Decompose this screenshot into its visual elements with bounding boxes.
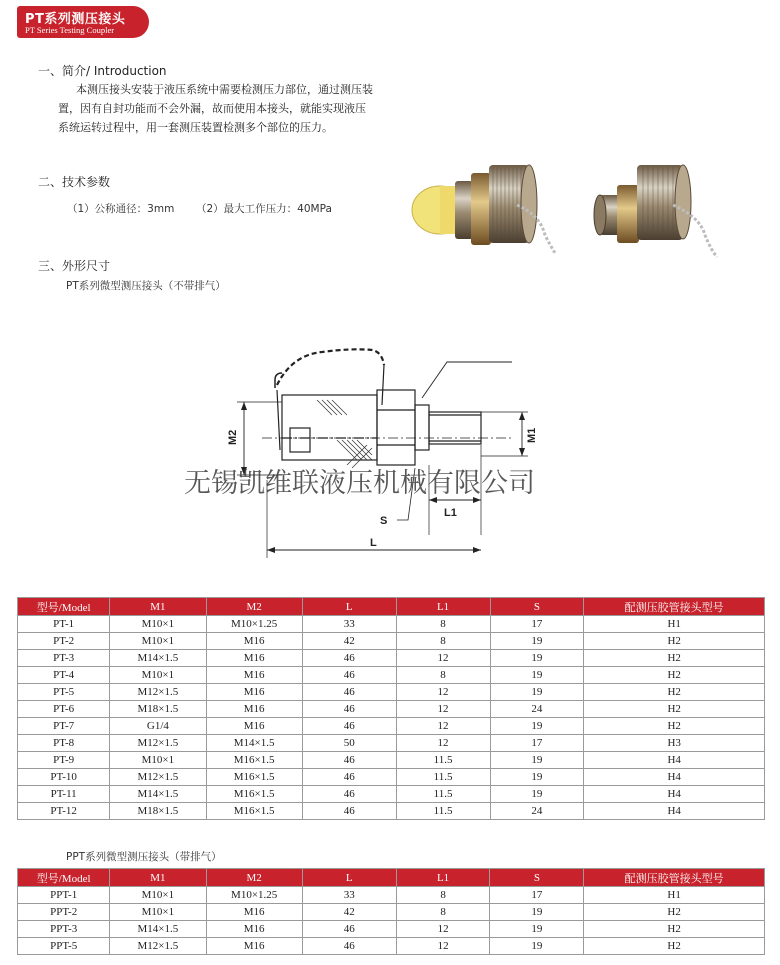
dim-label-s: S — [380, 515, 388, 527]
table-row — [18, 921, 765, 938]
ppt-table-body — [18, 887, 765, 955]
table-cell: 19 — [490, 667, 584, 684]
table-cell: M10×1.25 — [206, 616, 302, 633]
table-cell: PPT-5 — [18, 938, 110, 955]
table-cell: 19 — [490, 633, 584, 650]
column-header: M2 — [206, 869, 302, 887]
table-cell: M14×1.5 — [110, 786, 206, 803]
table-cell: 8 — [396, 616, 490, 633]
table-cell: M12×1.5 — [110, 735, 206, 752]
table-cell: H4 — [584, 786, 765, 803]
table-cell: H2 — [584, 921, 765, 938]
table-cell: 46 — [302, 803, 396, 820]
table-row — [18, 718, 765, 735]
column-header: L — [302, 869, 396, 887]
table-cell: 19 — [490, 904, 584, 921]
table-cell: 46 — [302, 752, 396, 769]
table-cell: 19 — [490, 650, 584, 667]
table-cell: 12 — [396, 701, 490, 718]
table-cell: M16 — [206, 921, 302, 938]
ppt-table-header — [18, 869, 765, 887]
table-cell: 8 — [396, 667, 490, 684]
tech-param-pressure: （2）最大工作压力：40MPa — [196, 203, 332, 215]
table-cell: 46 — [302, 786, 396, 803]
table-cell: M12×1.5 — [110, 938, 206, 955]
table-cell: H4 — [584, 803, 765, 820]
table-cell: 46 — [302, 701, 396, 718]
table-cell: 19 — [490, 786, 584, 803]
table-cell: PT-2 — [18, 633, 110, 650]
table-cell: M16 — [206, 684, 302, 701]
table-cell: 11.5 — [396, 769, 490, 786]
table-cell: 19 — [490, 718, 584, 735]
table-cell: PT-7 — [18, 718, 110, 735]
table-cell: 19 — [490, 752, 584, 769]
column-header: 型号/Model — [18, 598, 110, 616]
table-cell: 12 — [396, 650, 490, 667]
column-header: 配测压胶管接头型号 — [584, 869, 765, 887]
table-row — [18, 786, 765, 803]
table-cell: M10×1 — [110, 887, 206, 904]
intro-line-2: 置，因有自封功能而不会外漏，故而使用本接头，就能实现液压 — [58, 102, 366, 115]
table-cell: PT-8 — [18, 735, 110, 752]
table-cell: PT-4 — [18, 667, 110, 684]
table-cell: M16×1.5 — [206, 803, 302, 820]
table-cell: H1 — [584, 616, 765, 633]
table-cell: M14×1.5 — [110, 921, 206, 938]
table-cell: M16 — [206, 701, 302, 718]
table-cell: 46 — [302, 718, 396, 735]
table-cell: 46 — [302, 684, 396, 701]
table-cell: M18×1.5 — [110, 803, 206, 820]
table-cell: 8 — [396, 887, 490, 904]
header-badge — [17, 6, 149, 38]
header-title-en: PT Series Testing Coupler — [25, 25, 115, 35]
table-cell: M16 — [206, 633, 302, 650]
table-row — [18, 904, 765, 921]
pt-subtitle: PT系列微型测压接头（不带排气） — [66, 280, 226, 292]
table-row — [18, 650, 765, 667]
column-header: M1 — [110, 869, 206, 887]
ppt-spec-table — [17, 868, 765, 955]
table-cell: 11.5 — [396, 786, 490, 803]
table-cell: M16×1.5 — [206, 752, 302, 769]
table-cell: PT-12 — [18, 803, 110, 820]
table-cell: M12×1.5 — [110, 769, 206, 786]
column-header: L1 — [396, 598, 490, 616]
table-row — [18, 684, 765, 701]
table-row — [18, 752, 765, 769]
table-cell: M16 — [206, 904, 302, 921]
table-cell: PT-1 — [18, 616, 110, 633]
column-header: L — [302, 598, 396, 616]
table-cell: M10×1 — [110, 904, 206, 921]
table-cell: PT-5 — [18, 684, 110, 701]
dim-label-l1: L1 — [444, 507, 457, 519]
coupler-left — [412, 165, 555, 253]
coupler-right — [594, 165, 717, 257]
table-cell: H4 — [584, 769, 765, 786]
table-cell: M10×1 — [110, 752, 206, 769]
ppt-subtitle: PPT系列微型测压接头（带排气） — [66, 851, 222, 863]
table-row — [18, 701, 765, 718]
product-photo — [405, 135, 750, 265]
table-cell: 46 — [302, 938, 396, 955]
table-cell: H1 — [584, 887, 765, 904]
table-cell: H2 — [584, 904, 765, 921]
header-title-cn: PT系列测压接头 — [25, 12, 126, 27]
table-cell: PT-3 — [18, 650, 110, 667]
table-cell: M16 — [206, 718, 302, 735]
dim-heading: 三、外形尺寸 — [38, 259, 111, 273]
table-cell: 12 — [396, 718, 490, 735]
table-cell: 19 — [490, 769, 584, 786]
column-header: M1 — [110, 598, 206, 616]
table-cell: M16 — [206, 667, 302, 684]
table-cell: M14×1.5 — [206, 735, 302, 752]
table-cell: 46 — [302, 921, 396, 938]
table-cell: H2 — [584, 667, 765, 684]
table-cell: H2 — [584, 701, 765, 718]
table-cell: 11.5 — [396, 752, 490, 769]
table-cell: M10×1 — [110, 616, 206, 633]
table-cell: 12 — [396, 735, 490, 752]
table-cell: 46 — [302, 667, 396, 684]
table-cell: 42 — [302, 904, 396, 921]
table-cell: 17 — [490, 616, 584, 633]
table-row — [18, 938, 765, 955]
table-cell: 17 — [490, 735, 584, 752]
table-cell: H3 — [584, 735, 765, 752]
column-header: 配测压胶管接头型号 — [584, 598, 765, 616]
table-row — [18, 616, 765, 633]
table-cell: 19 — [490, 921, 584, 938]
table-cell: 17 — [490, 887, 584, 904]
table-cell: M16 — [206, 650, 302, 667]
column-header: 型号/Model — [18, 869, 110, 887]
table-row — [18, 887, 765, 904]
table-cell: M16×1.5 — [206, 769, 302, 786]
pt-spec-table — [17, 597, 765, 820]
dim-label-l: L — [370, 537, 377, 549]
table-cell: PPT-3 — [18, 921, 110, 938]
intro-line-1: 本测压接头安装于液压系统中需要检测压力部位，通过测压装 — [76, 83, 373, 96]
table-cell: G1/4 — [110, 718, 206, 735]
pt-table-header — [18, 598, 765, 616]
table-cell: 33 — [302, 616, 396, 633]
table-row — [18, 667, 765, 684]
column-header: M2 — [206, 598, 302, 616]
company-watermark: 无锡凯维联液压机械有限公司 — [184, 468, 535, 499]
table-cell: 11.5 — [396, 803, 490, 820]
table-cell: PT-9 — [18, 752, 110, 769]
pt-table-body — [18, 616, 765, 820]
table-cell: 19 — [490, 684, 584, 701]
table-row — [18, 769, 765, 786]
table-cell: 33 — [302, 887, 396, 904]
table-cell: H2 — [584, 650, 765, 667]
table-cell: H2 — [584, 633, 765, 650]
table-cell: PT-10 — [18, 769, 110, 786]
table-cell: H4 — [584, 752, 765, 769]
table-cell: 8 — [396, 904, 490, 921]
column-header: L1 — [396, 869, 490, 887]
table-cell: M10×1.25 — [206, 887, 302, 904]
table-cell: 12 — [396, 684, 490, 701]
table-cell: M10×1 — [110, 667, 206, 684]
table-cell: M18×1.5 — [110, 701, 206, 718]
table-cell: M12×1.5 — [110, 684, 206, 701]
tech-param-bore: （1）公称通径：3mm — [67, 203, 175, 215]
table-cell: H2 — [584, 938, 765, 955]
table-cell: 19 — [490, 938, 584, 955]
table-cell: M14×1.5 — [110, 650, 206, 667]
table-cell: M16 — [206, 938, 302, 955]
column-header: S — [490, 598, 584, 616]
technical-drawing — [222, 340, 542, 575]
table-cell: 24 — [490, 701, 584, 718]
table-cell: H2 — [584, 684, 765, 701]
table-cell: 12 — [396, 938, 490, 955]
table-cell: M10×1 — [110, 633, 206, 650]
table-cell: PT-11 — [18, 786, 110, 803]
table-row — [18, 735, 765, 752]
table-cell: H2 — [584, 718, 765, 735]
intro-line-3: 系统运转过程中，用一套测压装置检测多个部位的压力。 — [58, 121, 333, 134]
dim-label-m2: M2 — [227, 429, 239, 445]
table-cell: 46 — [302, 650, 396, 667]
table-cell: 8 — [396, 633, 490, 650]
table-row — [18, 633, 765, 650]
table-row — [18, 803, 765, 820]
table-cell: PT-6 — [18, 701, 110, 718]
table-cell: M16×1.5 — [206, 786, 302, 803]
table-cell: 24 — [490, 803, 584, 820]
table-cell: 42 — [302, 633, 396, 650]
tech-heading: 二、技术参数 — [38, 175, 111, 189]
table-cell: PPT-2 — [18, 904, 110, 921]
table-cell: PPT-1 — [18, 887, 110, 904]
table-cell: 50 — [302, 735, 396, 752]
table-cell: 12 — [396, 921, 490, 938]
intro-heading: 一、简介/ Introduction — [38, 64, 167, 78]
table-cell: 46 — [302, 769, 396, 786]
dim-label-m1: M1 — [526, 427, 538, 443]
column-header: S — [490, 869, 584, 887]
